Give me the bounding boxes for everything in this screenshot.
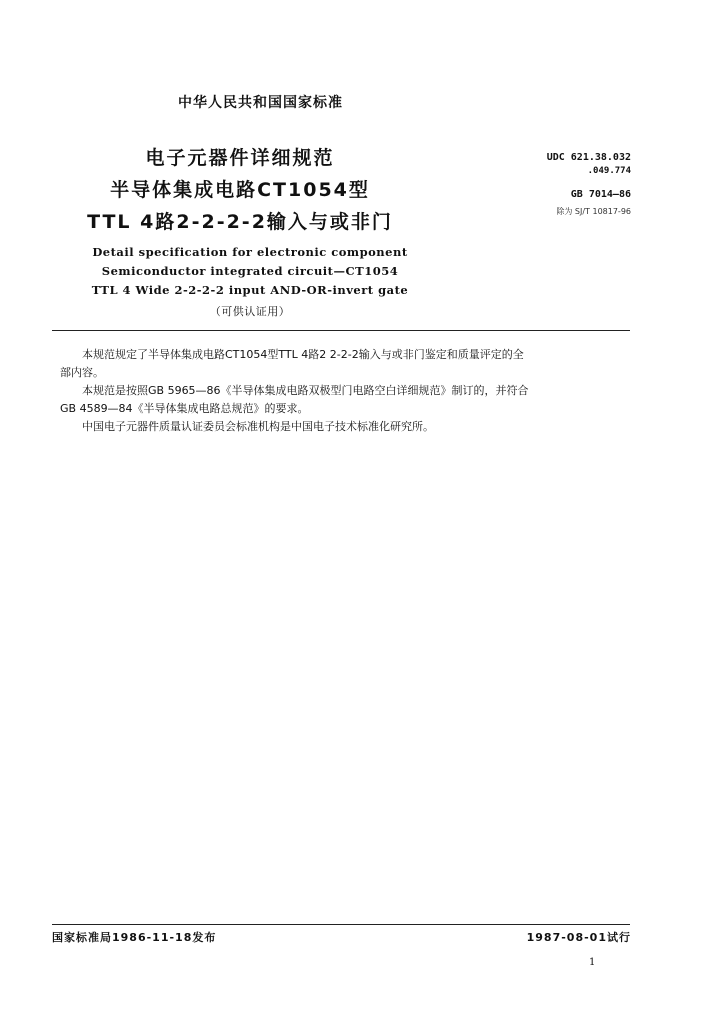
page-number: 1	[589, 957, 596, 968]
gb-number: GB 7014—86	[570, 189, 631, 200]
title-zh-line2: 半导体集成电路CT1054型	[110, 179, 370, 201]
title-zh-line3: TTL 4路2-2-2-2输入与或非门	[87, 211, 393, 233]
issue-date: 国家标准局1986-11-18发布	[52, 931, 217, 944]
certification-note: （可供认证用）	[209, 305, 291, 318]
effective-date: 1987-08-01试行	[526, 931, 631, 944]
paragraph-1-line2: 部内容。	[60, 366, 104, 379]
paragraph-2-line2: GB 4589—84《半导体集成电路总规范》的要求。	[60, 402, 309, 415]
title-en-line2: Semiconductor integrated circuit—CT1054	[101, 264, 399, 278]
title-zh-line1: 电子元器件详细规范	[145, 147, 335, 169]
title-en-line3: TTL 4 Wide 2-2-2-2 input AND-OR-invert gate	[91, 283, 409, 297]
standard-header: 中华人民共和国国家标准	[178, 95, 343, 111]
udc-code-line2: .049.774	[587, 166, 631, 176]
replaces-note: 除为 SJ/T 10817-96	[556, 207, 631, 216]
paragraph-2-line1: 本规范是按照GB 5965—86《半导体集成电路双极型门电路空白详细规范》制订的，并符合	[82, 384, 529, 397]
bottom-divider	[52, 924, 630, 925]
paragraph-3: 中国电子元器件质量认证委员会标准机构是中国电子技术标准化研究所。	[82, 420, 434, 433]
top-divider	[52, 330, 630, 331]
udc-code-line1: UDC 621.38.032	[546, 152, 631, 163]
title-en-line1: Detail specification for electronic component	[92, 245, 408, 259]
paragraph-1-line1: 本规范规定了半导体集成电路CT1054型TTL 4路2 2-2-2输入与或非门鉴定和质量评定的全	[82, 348, 524, 361]
